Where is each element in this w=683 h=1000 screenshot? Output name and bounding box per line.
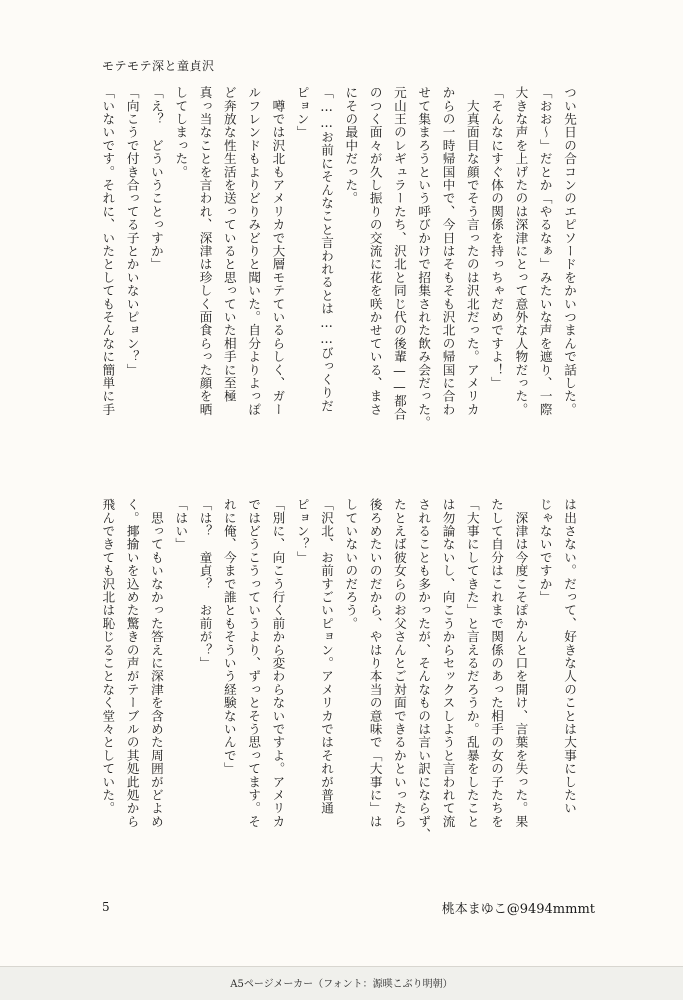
- text-line: 「向こうで付き合ってる子とかいないピョン？」: [124, 86, 140, 377]
- text-line: じゃないですか」: [537, 498, 553, 604]
- text-line: からの一時帰国中で、今日はそもそも沢北の帰国に合わ: [440, 86, 456, 416]
- text-line: ではどうこうっていうより、ずっとそう思ってます。そ: [246, 498, 262, 828]
- text-line: 大きな声を上げたのは深津にとって意外な人物だった。: [513, 86, 529, 416]
- text-line: 「……お前にそんなこと言われるとは……びっくりだ: [319, 86, 335, 413]
- text-line: 後ろめたいのだから、やはり本当の意味で「大事に」は: [367, 498, 383, 828]
- author-credit: 桃本まゆこ@9494mmmt: [441, 902, 595, 917]
- text-line: せて集まろうという呼びかけで招集された飲み会だった。: [416, 86, 432, 430]
- text-line: ピョン？」: [294, 498, 310, 564]
- text-line: 噂では沢北もアメリカで大層モテているらしく、ガー: [270, 86, 286, 416]
- text-line: 「いないです。それに、いたとしてもそんなに簡単に手: [100, 86, 116, 416]
- text-line: ルフレンドもよりどりみどりと聞いた。自分よりよっぽ: [246, 86, 262, 416]
- text-line: 「別に、向こう行く前から変わらないですよ。アメリカ: [270, 498, 286, 828]
- text-line: ど奔放な性生活を送っていると思っていた相手に至極: [221, 86, 237, 403]
- text-line: れに俺、今まで誰ともそういう経験ないんで」: [221, 498, 237, 776]
- text-line: 「大事にしてきた」と言えるだろうか。乱暴をしたこと: [464, 498, 480, 828]
- text-line: のつく面々が久し振りの交流に花を咲かせている、まさ: [367, 86, 383, 416]
- generator-footer: A5ページメーカー（フォント：源暎こぶり明朝）: [230, 979, 453, 990]
- page-number: 5: [102, 900, 110, 914]
- text-line: は勿論ないし、向こうからセックスしようと言われて流: [440, 498, 456, 828]
- text-line: 「沢北、お前すごいピョン。アメリカではそれが普通: [319, 498, 335, 815]
- text-line: たして自分はこれまで関係のあった相手の女の子たちを: [489, 498, 505, 828]
- text-line: 思ってもいなかった答えに深津を含めた周囲がどよめ: [148, 498, 164, 828]
- text-line: されることも多かったが、そんなものは言い訳にならず、: [416, 498, 432, 842]
- text-line: たとえば彼女らのお父さんとご対面できるかといったら: [391, 498, 407, 828]
- text-line: 「え？ どういうことっすか」: [148, 86, 164, 271]
- text-line: は出さない。だって、好きな人のことは大事にしたい: [562, 498, 577, 815]
- text-line: していないのだろう。: [343, 498, 359, 630]
- text-line: 飛んできても沢北は恥じることなく堂々としていた。: [100, 498, 116, 815]
- text-line: 大真面目な顔でそう言ったのは沢北だった。アメリカ: [464, 86, 480, 416]
- text-line: 「は？ 童貞？ お前が？」: [197, 498, 213, 670]
- text-line: してしまった。: [173, 86, 189, 179]
- text-block-bottom: [95, 498, 581, 872]
- text-line: く。揶揄いを込めた驚きの声がテーブルの其処此処から: [124, 498, 140, 828]
- text-line: にその最中だった。: [343, 86, 359, 205]
- text-line: 「おお〜」だとか「やるなぁ」みたいな声を遮り、一際: [537, 86, 553, 416]
- text-line: ピョン」: [294, 86, 310, 139]
- text-line: 「そんなにすぐ体の関係を持っちゃだめですよ！」: [489, 86, 505, 390]
- text-block-top: [95, 86, 581, 460]
- text-line: 元山王のレギュラーたち、沢北と同じ代の後輩——都合: [391, 86, 407, 421]
- text-line: 深津は今度こそぽかんと口を開け、言葉を失った。果: [513, 498, 529, 828]
- text-line: 「はい」: [173, 498, 189, 551]
- running-header: モテモテ深と童貞沢: [102, 59, 215, 73]
- text-line: つい先日の合コンのエピソードをかいつまんで話した。: [562, 86, 577, 416]
- text-line: 真っ当なことを言われ、深津は珍しく面食らった顔を晒: [197, 86, 213, 416]
